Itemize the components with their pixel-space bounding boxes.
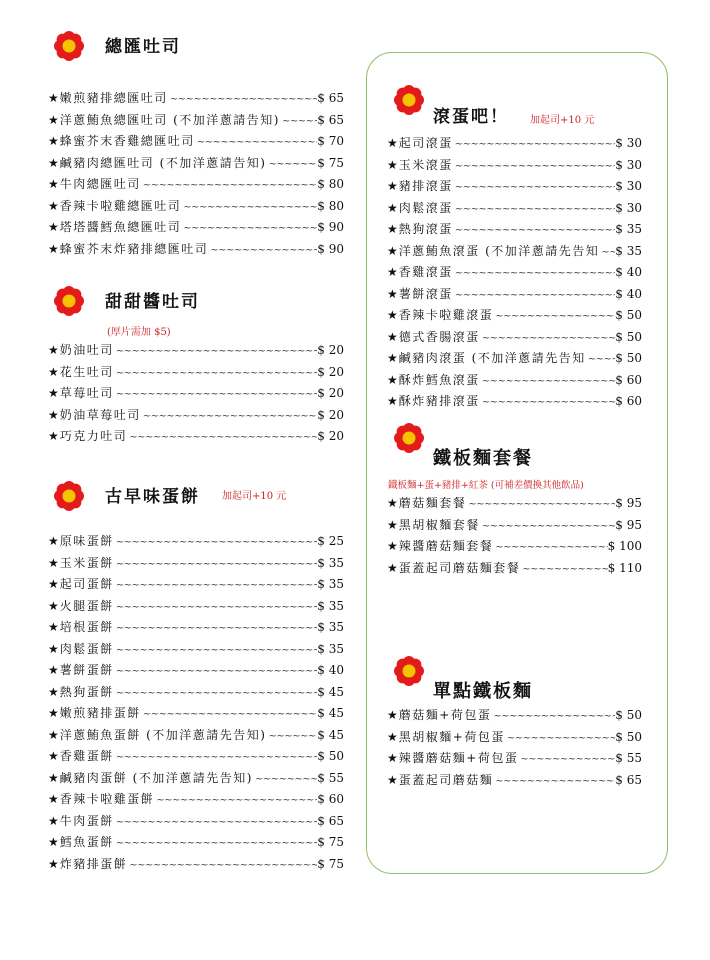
item-price: $ 65: [317, 112, 344, 127]
menu-item: [387, 516, 642, 538]
star-icon: ★: [387, 179, 398, 193]
leader-dots: [114, 666, 318, 677]
item-price: $ 40: [615, 265, 642, 279]
leader-dots: [114, 602, 318, 613]
menu-item: [387, 728, 642, 750]
item-name: 奶油草莓吐司: [59, 407, 141, 422]
section-tiebantaocan: [393, 422, 653, 469]
item-name: 玉米蛋餅: [59, 555, 114, 570]
item-name: 蘑菇麵+荷包蛋: [398, 708, 492, 722]
leader-dots: [181, 223, 317, 234]
item-price: $ 55: [317, 770, 344, 785]
menu-item: [48, 575, 344, 597]
item-price: $ 20: [317, 407, 344, 422]
menu-item: [48, 406, 344, 428]
item-price: $ 45: [317, 684, 344, 699]
item-list: [48, 341, 344, 449]
leader-dots: [518, 754, 615, 765]
menu-item: [48, 218, 344, 240]
star-icon: ★: [48, 429, 59, 443]
leader-dots: [114, 645, 318, 656]
menu-item: [387, 263, 642, 285]
star-icon: ★: [387, 265, 398, 279]
item-price: $ 80: [317, 198, 344, 213]
item-name: 蛋蓋起司蘑菇麵套餐: [398, 560, 521, 575]
leader-dots: [141, 709, 318, 720]
item-price: $ 45: [317, 706, 344, 720]
item-name: 草莓吐司: [59, 386, 114, 400]
item-price: $ 35: [615, 222, 642, 236]
menu-item: [48, 769, 344, 791]
menu-item: [48, 855, 344, 877]
item-name: 熱狗蛋餅: [59, 684, 114, 699]
menu-item: [48, 704, 344, 726]
star-icon: ★: [387, 772, 398, 787]
menu-item: [387, 749, 642, 771]
leader-dots: [114, 537, 318, 548]
star-icon: ★: [387, 729, 398, 744]
item-price: $ 95: [615, 496, 642, 510]
item-name: 起司蛋餅: [59, 577, 114, 591]
item-name: 巧克力吐司: [59, 429, 128, 443]
star-icon: ★: [48, 684, 59, 699]
section-gozao: [53, 480, 343, 520]
item-name: 鹹豬肉總匯吐司 (不加洋蔥請告知): [59, 155, 267, 170]
item-name: 黑胡椒麵套餐: [398, 517, 480, 532]
item-price: $ 75: [317, 155, 344, 170]
section-dandian: [393, 655, 653, 702]
item-price: $ 50: [615, 329, 642, 344]
menu-item: [387, 328, 642, 350]
flower-icon: [393, 422, 425, 454]
menu-item: [48, 640, 344, 662]
item-name: 鹹豬肉蛋餅 (不加洋蔥請先告知): [59, 770, 253, 785]
item-name: 蛋蓋起司蘑菇麵: [398, 772, 494, 787]
star-icon: ★: [387, 539, 398, 553]
star-icon: ★: [387, 751, 398, 765]
leader-dots: [114, 623, 318, 634]
star-icon: ★: [387, 222, 398, 236]
item-price: $ 35: [317, 641, 344, 656]
leader-dots: [253, 774, 317, 785]
leader-dots: [114, 368, 318, 379]
leader-dots: [599, 247, 615, 258]
menu-item: [387, 156, 642, 178]
section-zonghui: [53, 30, 343, 70]
menu-item: [48, 384, 344, 406]
leader-dots: [480, 397, 616, 408]
item-name: 香雞蛋餅: [59, 749, 114, 763]
item-price: $ 20: [317, 429, 344, 443]
leader-dots: [114, 817, 318, 828]
star-icon: ★: [48, 620, 59, 634]
menu-item: [387, 771, 642, 793]
star-icon: ★: [48, 534, 59, 548]
flower-icon: [53, 480, 85, 512]
leader-dots: [453, 268, 616, 279]
section-title: 滾蛋吧！: [433, 107, 509, 127]
star-icon: ★: [387, 708, 398, 722]
leader-dots: [480, 333, 616, 344]
menu-item: [48, 427, 344, 449]
item-price: $ 35: [317, 598, 344, 613]
menu-item: [48, 175, 344, 197]
item-name: 嫩煎豬排蛋餅: [59, 706, 141, 720]
item-name: 培根蛋餅: [59, 620, 114, 634]
section-title: 單點鐵板麵: [433, 681, 533, 702]
leader-dots: [154, 795, 317, 806]
star-icon: ★: [48, 792, 59, 806]
item-price: $ 50: [615, 351, 642, 365]
leader-dots: [141, 180, 318, 191]
menu-item: [48, 363, 344, 385]
star-icon: ★: [48, 155, 59, 170]
menu-item: [387, 242, 642, 264]
item-name: 德式香腸滾蛋: [398, 329, 480, 344]
item-name: 蘑菇麵套餐: [398, 496, 467, 510]
star-icon: ★: [387, 496, 398, 510]
item-price: $ 60: [317, 792, 344, 806]
item-name: 炸豬排蛋餅: [59, 856, 128, 871]
item-list: [387, 706, 642, 792]
item-name: 酥炸豬排滾蛋: [398, 394, 480, 408]
star-icon: ★: [387, 136, 398, 150]
item-name: 蜂蜜芥末炸豬排總匯吐司: [59, 241, 209, 256]
item-name: 火腿蛋餅: [59, 598, 114, 613]
item-price: $ 40: [317, 663, 344, 677]
leader-dots: [493, 776, 615, 787]
leader-dots: [453, 204, 616, 215]
star-icon: ★: [387, 157, 398, 172]
leader-dots: [141, 411, 318, 422]
leader-dots: [466, 499, 615, 510]
menu-item: [387, 220, 642, 242]
star-icon: ★: [48, 555, 59, 570]
star-icon: ★: [387, 329, 398, 344]
item-price: $ 20: [317, 343, 344, 357]
menu-item: [48, 812, 344, 834]
star-icon: ★: [387, 372, 398, 387]
star-icon: ★: [48, 241, 59, 256]
leader-dots: [505, 733, 615, 744]
star-icon: ★: [387, 286, 398, 301]
item-name: 洋蔥鮪魚總匯吐司 (不加洋蔥請告知): [59, 112, 280, 127]
star-icon: ★: [48, 663, 59, 677]
menu-item: [387, 349, 642, 371]
item-price: $ 75: [317, 856, 344, 871]
item-price: $ 65: [615, 772, 642, 787]
leader-dots: [520, 564, 607, 575]
item-price: $ 70: [317, 134, 344, 148]
item-price: $ 35: [317, 555, 344, 570]
item-name: 酥炸鱈魚滾蛋: [398, 372, 480, 387]
item-price: $ 65: [317, 813, 344, 828]
item-price: $ 50: [615, 729, 642, 744]
item-name: 鱈魚蛋餅: [59, 835, 114, 849]
item-name: 香辣卡啦雞總匯吐司: [59, 198, 182, 213]
star-icon: ★: [48, 220, 59, 234]
menu-item: [48, 618, 344, 640]
item-list: [48, 532, 344, 876]
leader-dots: [453, 161, 616, 172]
item-name: 黑胡椒麵+荷包蛋: [398, 729, 505, 744]
item-price: $ 80: [317, 177, 344, 191]
section-title: 總匯吐司: [105, 37, 181, 57]
item-price: $ 25: [317, 534, 344, 548]
item-price: $ 90: [317, 220, 344, 234]
leader-dots: [453, 139, 616, 150]
item-price: $ 20: [317, 364, 344, 379]
item-list: [387, 134, 642, 414]
item-name: 辣醬蘑菇麵+荷包蛋: [398, 751, 519, 765]
menu-item: [387, 559, 642, 581]
section-note: 鐵板麵+蛋+豬排+紅茶 (可補差價換其他飲品): [388, 480, 584, 491]
star-icon: ★: [48, 706, 59, 720]
menu-item: [387, 706, 642, 728]
menu-item: [387, 285, 642, 307]
leader-dots: [280, 116, 317, 127]
item-price: $ 110: [607, 560, 642, 575]
item-price: $ 90: [317, 241, 344, 256]
leader-dots: [586, 354, 616, 365]
item-list: [387, 494, 642, 580]
star-icon: ★: [387, 394, 398, 408]
item-name: 蜂蜜芥末香雞總匯吐司: [59, 134, 195, 148]
item-price: $ 20: [317, 386, 344, 400]
item-name: 玉米滾蛋: [398, 157, 453, 172]
star-icon: ★: [48, 364, 59, 379]
item-name: 嫩煎豬排總匯吐司: [59, 91, 168, 105]
item-name: 薯餅蛋餅: [59, 663, 114, 677]
star-icon: ★: [48, 386, 59, 400]
item-price: $ 35: [317, 577, 344, 591]
star-icon: ★: [48, 407, 59, 422]
menu-item: [387, 537, 642, 559]
item-price: $ 65: [317, 91, 344, 105]
leader-dots: [114, 580, 318, 591]
item-price: $ 30: [615, 179, 642, 193]
item-list: [48, 89, 344, 261]
item-name: 牛肉總匯吐司: [59, 177, 141, 191]
menu-item: [48, 790, 344, 812]
menu-item: [48, 132, 344, 154]
flower-icon: [53, 30, 85, 62]
item-price: $ 75: [317, 835, 344, 849]
menu-item: [48, 683, 344, 705]
menu-item: [387, 494, 642, 516]
star-icon: ★: [387, 560, 398, 575]
item-name: 薯餅滾蛋: [398, 286, 453, 301]
leader-dots: [493, 311, 615, 322]
leader-dots: [114, 688, 318, 699]
star-icon: ★: [48, 198, 59, 213]
star-icon: ★: [48, 641, 59, 656]
flower-icon: [53, 285, 85, 317]
leader-dots: [181, 202, 317, 213]
item-price: $ 30: [615, 157, 642, 172]
menu-item: [48, 747, 344, 769]
item-name: 塔塔醬鱈魚總匯吐司: [59, 220, 182, 234]
star-icon: ★: [48, 343, 59, 357]
menu-item: [48, 111, 344, 133]
item-price: $ 30: [615, 200, 642, 215]
menu-item: [387, 371, 642, 393]
menu-item: [387, 306, 642, 328]
menu-item: [48, 554, 344, 576]
leader-dots: [168, 94, 318, 105]
leader-dots: [453, 182, 616, 193]
item-name: 香雞滾蛋: [398, 265, 453, 279]
leader-dots: [480, 521, 616, 532]
item-name: 牛肉蛋餅: [59, 813, 114, 828]
section-title: 鐵板麵套餐: [433, 448, 533, 469]
item-name: 肉鬆滾蛋: [398, 200, 453, 215]
section-gundan: [393, 84, 653, 127]
star-icon: ★: [48, 91, 59, 105]
item-name: 洋蔥鮪魚蛋餅 (不加洋蔥請先告知): [59, 727, 267, 742]
leader-dots: [453, 290, 616, 301]
item-name: 花生吐司: [59, 364, 114, 379]
item-price: $ 35: [615, 243, 642, 258]
section-note: 加起司+10 元: [222, 491, 287, 502]
section-tiantian: [53, 285, 343, 325]
leader-dots: [453, 225, 616, 236]
star-icon: ★: [48, 134, 59, 148]
section-title: 甜甜醬吐司: [105, 292, 200, 312]
item-price: $ 40: [615, 286, 642, 301]
section-title: 古早味蛋餅: [105, 487, 200, 507]
star-icon: ★: [387, 351, 398, 365]
item-price: $ 55: [615, 751, 642, 765]
star-icon: ★: [48, 112, 59, 127]
menu-item: [48, 597, 344, 619]
item-price: $ 50: [615, 708, 642, 722]
item-name: 肉鬆蛋餅: [59, 641, 114, 656]
menu-item: [48, 726, 344, 748]
star-icon: ★: [387, 517, 398, 532]
item-price: $ 60: [615, 372, 642, 387]
item-name: 香辣卡啦雞滾蛋: [398, 308, 494, 322]
item-name: 奶油吐司: [59, 343, 114, 357]
flower-icon: [393, 84, 425, 116]
leader-dots: [266, 159, 317, 170]
flower-icon: [393, 655, 425, 687]
item-price: $ 35: [317, 620, 344, 634]
leader-dots: [208, 245, 317, 256]
leader-dots: [114, 752, 318, 763]
item-price: $ 60: [615, 394, 642, 408]
star-icon: ★: [387, 243, 398, 258]
menu-item: [48, 197, 344, 219]
star-icon: ★: [48, 577, 59, 591]
menu-item: [48, 154, 344, 176]
menu-item: [387, 134, 642, 156]
star-icon: ★: [387, 200, 398, 215]
leader-dots: [114, 559, 318, 570]
menu-item: [48, 532, 344, 554]
item-price: $ 30: [615, 136, 642, 150]
menu-item: [387, 177, 642, 199]
leader-dots: [195, 137, 318, 148]
star-icon: ★: [48, 813, 59, 828]
menu-item: [48, 240, 344, 262]
menu-item: [387, 199, 642, 221]
item-name: 豬排滾蛋: [398, 179, 453, 193]
item-price: $ 95: [615, 517, 642, 532]
star-icon: ★: [387, 308, 398, 322]
item-price: $ 50: [317, 749, 344, 763]
menu-item: [48, 833, 344, 855]
item-name: 香辣卡啦雞蛋餅: [59, 792, 155, 806]
item-name: 洋蔥鮪魚滾蛋 (不加洋蔥請先告知: [398, 243, 600, 258]
leader-dots: [114, 389, 318, 400]
section-note: (厚片需加 $5): [107, 327, 171, 338]
item-price: $ 45: [317, 727, 344, 742]
leader-dots: [127, 432, 317, 443]
menu-item: [48, 89, 344, 111]
star-icon: ★: [48, 598, 59, 613]
item-name: 原味蛋餅: [59, 534, 114, 548]
item-name: 起司滾蛋: [398, 136, 453, 150]
item-name: 辣醬蘑菇麵套餐: [398, 539, 494, 553]
menu-item: [48, 661, 344, 683]
section-note: 加起司+10 元: [530, 115, 595, 126]
item-name: 熱狗滾蛋: [398, 222, 453, 236]
menu-item: [48, 341, 344, 363]
leader-dots: [114, 346, 318, 357]
item-name: 鹹豬肉滾蛋 (不加洋蔥請先告知: [398, 351, 586, 365]
star-icon: ★: [48, 770, 59, 785]
leader-dots: [493, 542, 607, 553]
menu-item: [387, 392, 642, 414]
star-icon: ★: [48, 749, 59, 763]
star-icon: ★: [48, 727, 59, 742]
leader-dots: [127, 860, 317, 871]
leader-dots: [480, 376, 616, 387]
star-icon: ★: [48, 856, 59, 871]
item-price: $ 50: [615, 308, 642, 322]
leader-dots: [491, 711, 615, 722]
leader-dots: [266, 731, 317, 742]
star-icon: ★: [48, 835, 59, 849]
item-price: $ 100: [607, 539, 642, 553]
leader-dots: [114, 838, 318, 849]
star-icon: ★: [48, 177, 59, 191]
